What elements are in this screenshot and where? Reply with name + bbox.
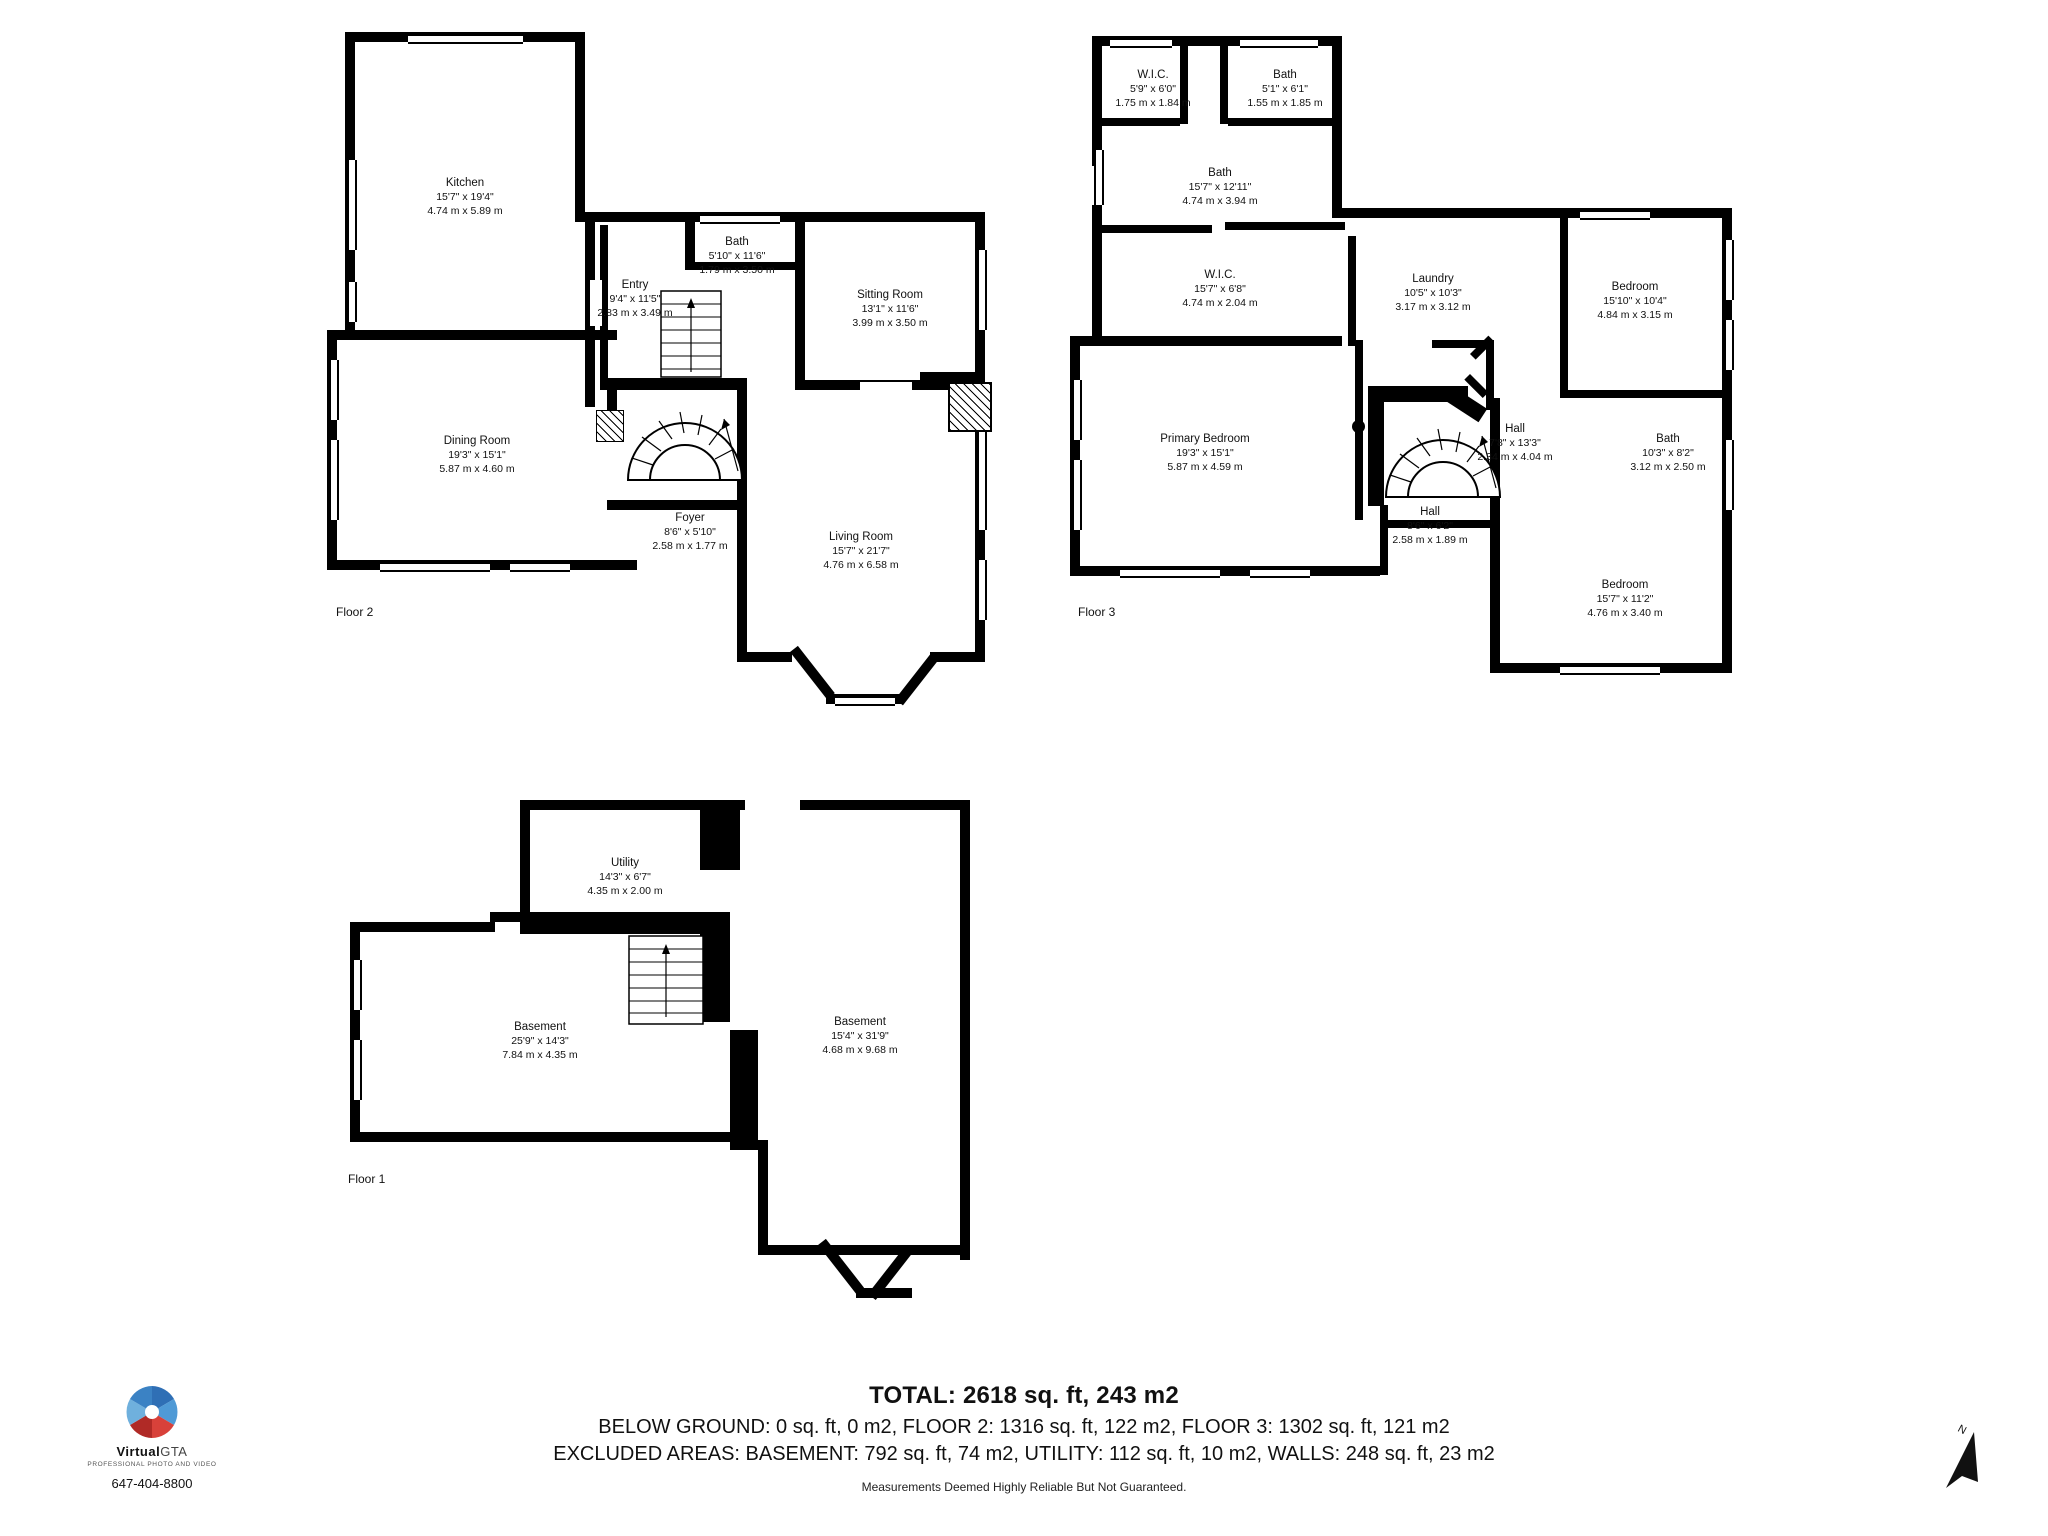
area-breakdown: BELOW GROUND: 0 sq. ft, 0 m2, FLOOR 2: 1316 sq. ft, 122 m2, FLOOR 3: 1302 sq. ft, 121 m2 — [598, 1416, 1450, 1438]
wall — [1722, 208, 1732, 408]
wall — [327, 330, 617, 340]
fireplace-icon — [948, 382, 992, 432]
wall — [795, 212, 985, 222]
window — [380, 562, 490, 572]
window — [329, 440, 339, 520]
room-label: Foyer 8'6" x 5'10" 2.58 m x 1.77 m — [652, 512, 728, 553]
room-label: Living Room 15'7" x 21'7" 4.76 m x 6.58 m — [823, 531, 899, 572]
wall — [1092, 336, 1342, 346]
room-label: Dining Room 19'3" x 15'1" 5.87 m x 4.60 m — [439, 435, 515, 476]
wall — [350, 1132, 735, 1142]
wall — [1332, 126, 1342, 218]
window — [1560, 665, 1660, 675]
window — [510, 562, 570, 572]
wall — [1070, 566, 1380, 576]
window — [1072, 460, 1082, 530]
floor-tag-2: Floor 2 — [336, 605, 374, 619]
excluded-areas: EXCLUDED AREAS: BASEMENT: 792 sq. ft, 74 m2, UTILITY: 112 sq. ft, 10 m2, WALLS: 248 sq. ft, 23 m2 — [553, 1443, 1495, 1465]
wall — [737, 652, 792, 662]
wall — [575, 32, 585, 222]
wall — [1225, 222, 1345, 230]
brand-tagline: PROFESSIONAL PHOTO AND VIDEO — [87, 1461, 217, 1468]
window — [977, 430, 987, 530]
wall — [350, 922, 495, 932]
window — [1094, 150, 1104, 205]
window — [977, 250, 987, 330]
compass-north-label: N — [1955, 1422, 1969, 1438]
window — [1110, 38, 1172, 48]
floor-tag-3: Floor 3 — [1078, 605, 1116, 619]
room-label: Hall 7'8" x 13'3" 2.34 m x 4.04 m — [1477, 423, 1553, 464]
window — [1724, 320, 1734, 370]
room-label: Bath 5'10" x 11'6" 1.79 m x 3.50 m — [699, 236, 775, 277]
window — [329, 360, 339, 420]
room-label: Hall 8'6" x 6'2" 2.58 m x 1.89 m — [1392, 506, 1468, 547]
room-label: Kitchen 15'7" x 19'4" 4.74 m x 5.89 m — [427, 177, 503, 218]
room-label: W.I.C. 15'7" x 6'8" 4.74 m x 2.04 m — [1182, 269, 1258, 310]
window — [1724, 240, 1734, 300]
wall — [960, 800, 970, 1260]
room-label: Bath 10'3" x 8'2" 3.12 m x 2.50 m — [1630, 433, 1706, 474]
window — [977, 560, 987, 620]
wall — [585, 212, 695, 222]
staircase-basement — [628, 935, 704, 1025]
window — [1250, 568, 1310, 578]
wall — [758, 1245, 820, 1255]
wall — [1070, 336, 1080, 576]
room-label: Laundry 10'5" x 10'3" 3.17 m x 3.12 m — [1395, 273, 1471, 314]
wall — [1228, 118, 1342, 126]
wall — [520, 800, 530, 920]
wall — [700, 912, 730, 1022]
wall — [1560, 218, 1568, 398]
wall — [490, 912, 530, 922]
wall — [856, 1288, 912, 1298]
window — [352, 1040, 362, 1100]
room-label: Primary Bedroom 19'3" x 15'1" 5.87 m x 4.59 m — [1160, 433, 1250, 474]
wall — [1092, 118, 1180, 126]
disclaimer: Measurements Deemed Highly Reliable But Not Guaranteed. — [861, 1480, 1187, 1494]
wall — [607, 500, 747, 510]
doorway — [745, 798, 800, 812]
wall — [520, 912, 730, 934]
room-label: Basement 15'4" x 31'9" 4.68 m x 9.68 m — [822, 1016, 898, 1057]
total-area: TOTAL: 2618 sq. ft, 243 m2 — [869, 1382, 1179, 1409]
room-label: Bath 15'7" x 12'11" 4.74 m x 3.94 m — [1182, 167, 1258, 208]
window — [1072, 380, 1082, 440]
doorway — [860, 382, 912, 392]
room-label: Bath 5'1" x 6'1" 1.55 m x 1.85 m — [1247, 69, 1323, 110]
room-label: W.I.C. 5'9" x 6'0" 1.75 m x 1.84 m — [1115, 69, 1191, 110]
window — [835, 696, 895, 706]
brand-name: VirtualGTA — [116, 1444, 188, 1459]
wall — [1070, 336, 1106, 346]
window — [1240, 38, 1318, 48]
brand-logo — [52, 1384, 252, 1491]
room-label: Sitting Room 13'1" x 11'6" 3.99 m x 3.50 m — [852, 289, 928, 330]
brand-phone: 647-404-8800 — [111, 1476, 193, 1491]
wall — [730, 1030, 758, 1150]
wall — [758, 1140, 768, 1255]
window — [408, 34, 523, 44]
compass-rose — [1922, 1422, 1992, 1496]
window — [1120, 568, 1220, 578]
wall — [1568, 390, 1732, 398]
aperture-icon — [124, 1384, 180, 1440]
newel-dot-icon — [1352, 420, 1365, 433]
window — [700, 214, 780, 224]
room-label: Entry 9'4" x 11'5" 2.83 m x 3.49 m — [597, 279, 673, 320]
room-label: Basement 25'9" x 14'3" 7.84 m x 4.35 m — [502, 1021, 578, 1062]
wall — [1348, 236, 1356, 346]
wall — [1092, 225, 1212, 233]
floor-tag-1: Floor 1 — [348, 1172, 386, 1186]
window — [1580, 210, 1650, 220]
window — [347, 160, 357, 250]
window — [352, 960, 362, 1010]
wall — [790, 646, 835, 699]
wall — [350, 922, 360, 1142]
room-label: Utility 14'3" x 6'7" 4.35 m x 2.00 m — [587, 857, 663, 898]
staircase — [620, 375, 750, 485]
room-label: Bedroom 15'10" x 10'4" 4.84 m x 3.15 m — [1597, 281, 1673, 322]
summary-footer — [0, 1382, 2048, 1494]
wall — [1342, 208, 1732, 218]
window — [347, 282, 357, 322]
room-label: Bedroom 15'7" x 11'2" 4.76 m x 3.40 m — [1587, 579, 1663, 620]
wall — [700, 810, 740, 870]
